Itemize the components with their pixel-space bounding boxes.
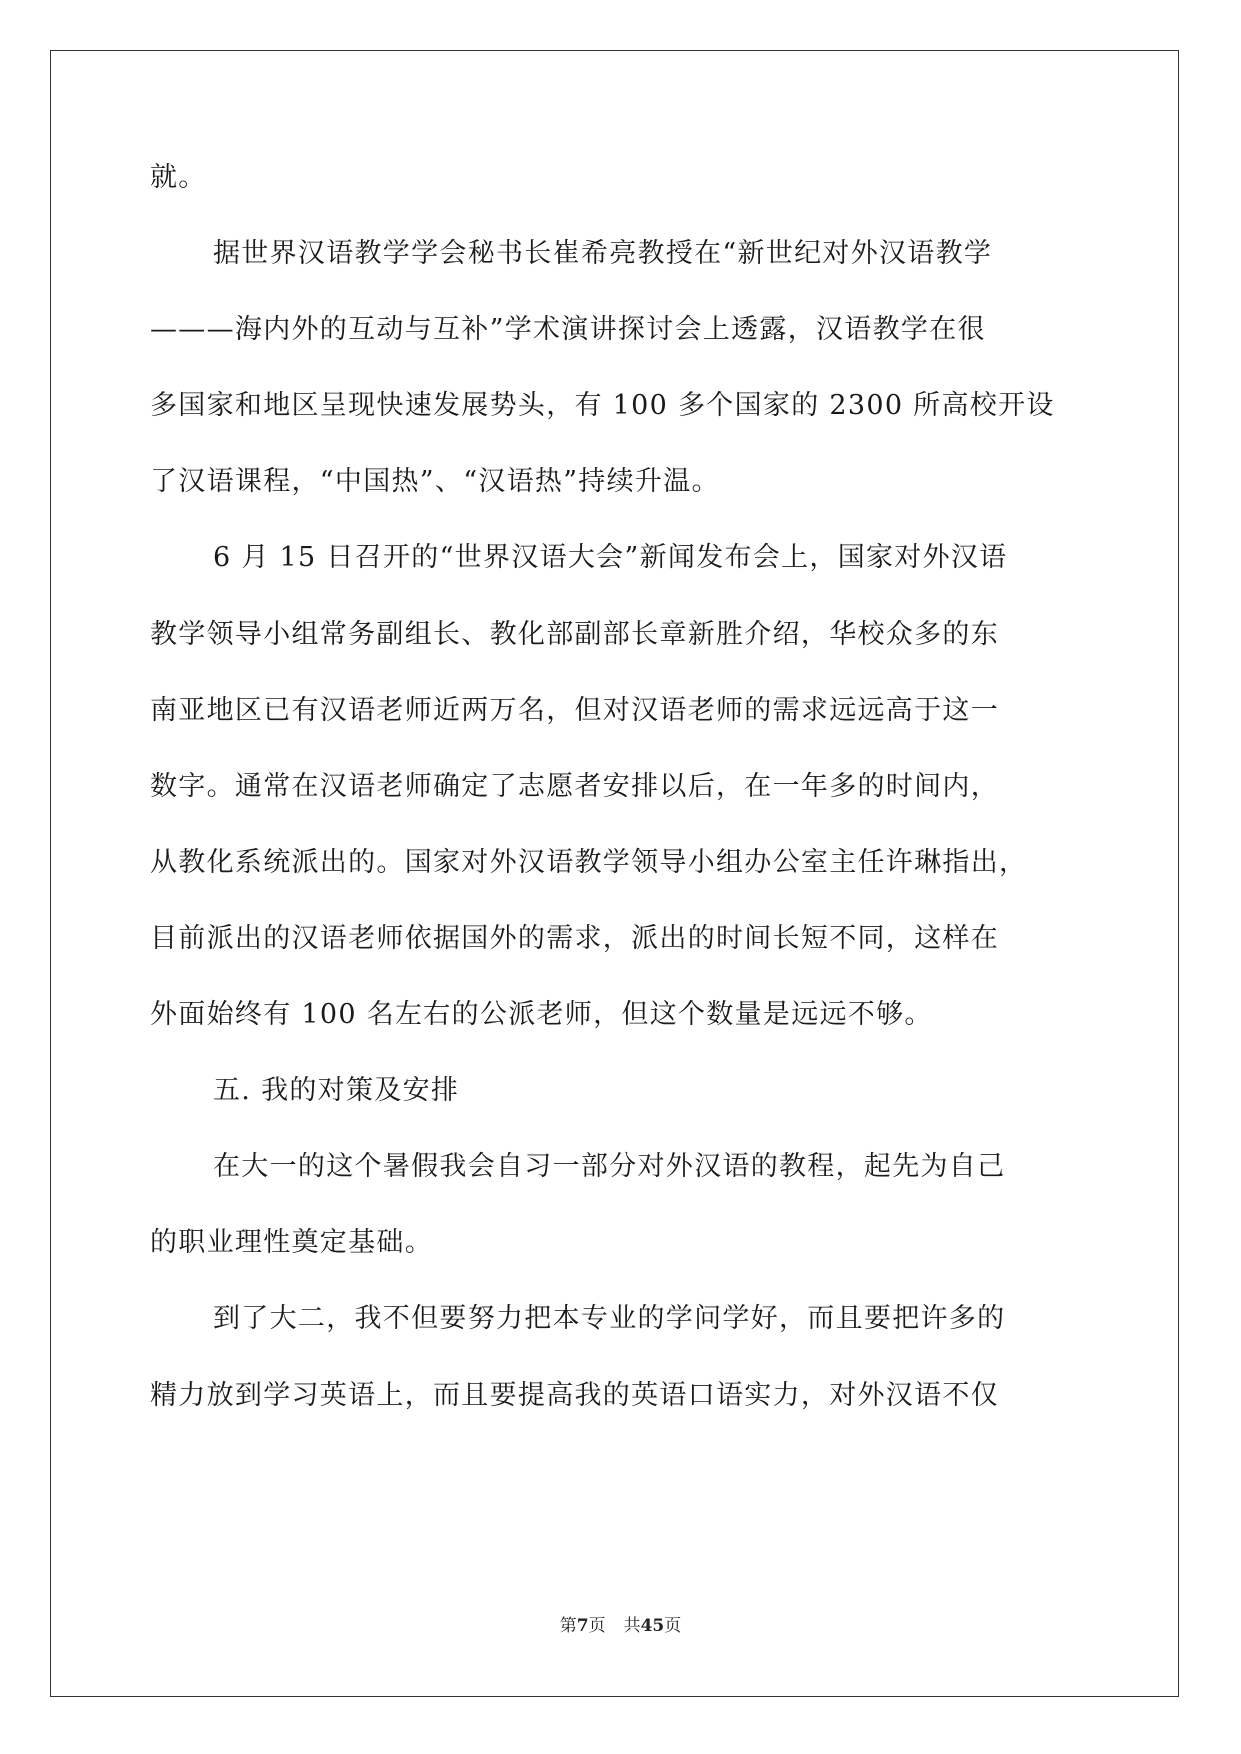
text-line: 目前派出的汉语老师依据国外的需求，派出的时间长短不同，这样在 <box>150 922 999 954</box>
text-line: 据世界汉语教学学会秘书长崔希亮教授在“新世纪对外汉语教学 <box>213 238 993 270</box>
text-line: 到了大二，我不但要努力把本专业的学问学好，而且要把许多的 <box>213 1303 1006 1335</box>
text-line: 教学领导小组常务副组长、教化部副部长章新胜介绍，华校众多的东 <box>150 618 999 650</box>
page-suffix: 页 <box>588 1616 606 1636</box>
text-line: 精力放到学习英语上，而且要提高我的英语口语实力，对外汉语不仅 <box>150 1379 999 1411</box>
text-line: 数字。通常在汉语老师确定了志愿者安排以后，在一年多的时间内， <box>150 770 999 802</box>
text-line: 从教化系统派出的。国家对外汉语教学领导小组办公室主任许琳指出， <box>150 846 1028 878</box>
total-pages: 45 <box>640 1616 665 1636</box>
page-prefix: 第 <box>559 1616 577 1636</box>
page-footer <box>0 1614 1241 1638</box>
text-line: 就。 <box>150 162 207 193</box>
total-prefix: 共 <box>623 1616 641 1636</box>
total-suffix: 页 <box>664 1616 682 1636</box>
text-line: 的职业理性奠定基础。 <box>150 1227 433 1259</box>
text-line: 外面始终有 100 名左右的公派老师，但这个数量是远远不够。 <box>150 999 933 1031</box>
text-line: 多国家和地区呈现快速发展势头，有 100 多个国家的 2300 所高校开设 <box>150 390 1055 422</box>
text-line: ———海内外的互动与互补”学术演讲探讨会上透露，汉语教学在很 <box>150 314 986 346</box>
page-number: 7 <box>576 1616 589 1636</box>
text-line: 了汉语课程，“中国热”、“汉语热”持续升温。 <box>150 466 720 498</box>
document-body <box>150 160 1085 1454</box>
text-line: 南亚地区已有汉语老师近两万名，但对汉语老师的需求远远高于这一 <box>150 694 999 726</box>
text-line: 在大一的这个暑假我会自习一部分对外汉语的教程，起先为自己 <box>213 1151 1006 1183</box>
section-heading: 五. 我的对策及安排 <box>213 1075 460 1107</box>
text-line: 6 月 15 日召开的“世界汉语大会”新闻发布会上，国家对外汉语 <box>213 542 1008 574</box>
